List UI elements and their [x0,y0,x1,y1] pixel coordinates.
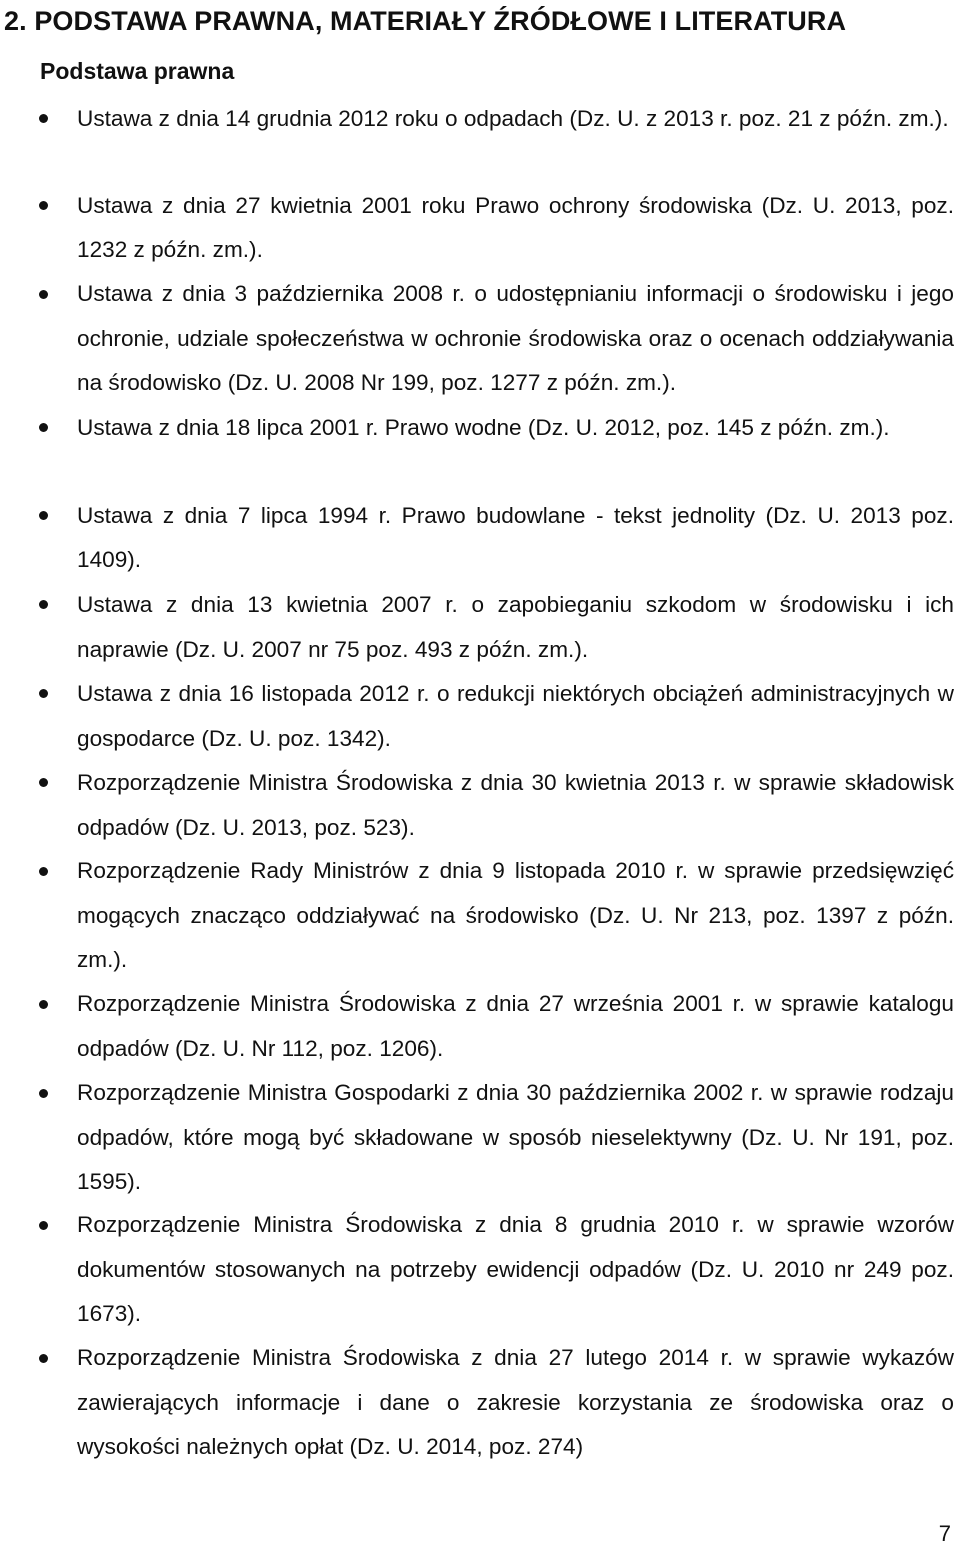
list-item-text: Ustawa z dnia 16 listopada 2012 r. o redukcji niektórych obciążeń administracyjnych w gospodarce (Dz. U. poz. 1342). [77,681,954,751]
bullet-icon [39,1221,48,1230]
bullet-icon [39,778,48,787]
list-item [77,1203,954,1337]
list-item-text: Rozporządzenie Ministra Środowiska z dnia 27 lutego 2014 r. w sprawie wykazów zawierających informacje i dane o zakresie korzystania ze środowiska oraz o wysokości należnych opłat (Dz. U. 2014, poz. 274) [77,1345,954,1459]
list-item [77,494,954,582]
bullet-icon [39,1089,48,1098]
list-item-text: Ustawa z dnia 3 października 2008 r. o udostępnianiu informacji o środowisku i jego ochronie, udziale społeczeństwa w ochronie środowiska oraz o ocenach oddziaływania na środowisko (Dz. U. 2008 Nr 199, poz. 1277 z późn. zm.). [77,281,954,395]
bullet-icon [39,867,48,876]
list-item [77,272,954,406]
bullet-icon [39,600,48,609]
list-item-text: Rozporządzenie Ministra Środowiska z dnia 8 grudnia 2010 r. w sprawie wzorów dokumentów stosowanych na potrzeby ewidencji odpadów (Dz. U. 2010 nr 249 poz. 1673). [77,1212,954,1326]
list-item-text: Ustawa z dnia 27 kwietnia 2001 roku Prawo ochrony środowiska (Dz. U. 2013, poz. 1232 z późn. zm.). [77,193,954,262]
list-item [77,760,954,850]
list-item-text: Rozporządzenie Ministra Środowiska z dnia 30 kwietnia 2013 r. w sprawie składowisk odpadów (Dz. U. 2013, poz. 523). [77,770,954,840]
section-heading: 2. PODSTAWA PRAWNA, MATERIAŁY ŹRÓDŁOWE I LITERATURA [4,6,847,36]
list-item-text: Ustawa z dnia 13 kwietnia 2007 r. o zapobieganiu szkodom w środowisku i ich naprawie (Dz. U. 2007 nr 75 poz. 493 z późn. zm.). [77,592,954,662]
list-item-text: Ustawa z dnia 14 grudnia 2012 roku o odpadach (Dz. U. z 2013 r. poz. 21 z późn. zm.). [77,106,949,131]
list-item [77,1336,954,1470]
bullet-icon [39,1000,48,1009]
page-number: 7 [938,1521,951,1546]
list-item-text: Rozporządzenie Ministra Środowiska z dnia 27 września 2001 r. w sprawie katalogu odpadów (Dz. U. Nr 112, poz. 1206). [77,991,954,1061]
list-item [77,184,954,272]
list-item [77,671,954,761]
list-item [77,406,954,450]
bullet-icon [39,201,48,210]
list-item [77,582,954,672]
list-item-text: Rozporządzenie Rady Ministrów z dnia 9 listopada 2010 r. w sprawie przedsięwzięć mogących znacząco oddziaływać na środowisko (Dz. U. Nr 213, poz. 1397 z późn. zm.). [77,858,954,972]
list-item [77,982,954,1071]
bullet-icon [39,511,48,520]
list-item [77,849,954,983]
bullet-icon [39,423,48,432]
list-item [77,96,954,141]
bullet-icon [39,114,48,123]
list-item-text: Ustawa z dnia 7 lipca 1994 r. Prawo budowlane - tekst jednolity (Dz. U. 2013 poz. 1409). [77,503,954,572]
bullet-icon [39,290,48,299]
list-item-text: Rozporządzenie Ministra Gospodarki z dnia 30 października 2002 r. w sprawie rodzaju odpadów, które mogą być składowane w sposób nieselektywny (Dz. U. Nr 191, poz. 1595). [77,1080,954,1194]
bullet-icon [39,1354,48,1363]
list-item [77,1071,954,1205]
bullet-icon [39,689,48,698]
subsection-heading: Podstawa prawna [40,58,235,84]
list-item-text: Ustawa z dnia 18 lipca 2001 r. Prawo wodne (Dz. U. 2012, poz. 145 z późn. zm.). [77,415,890,440]
